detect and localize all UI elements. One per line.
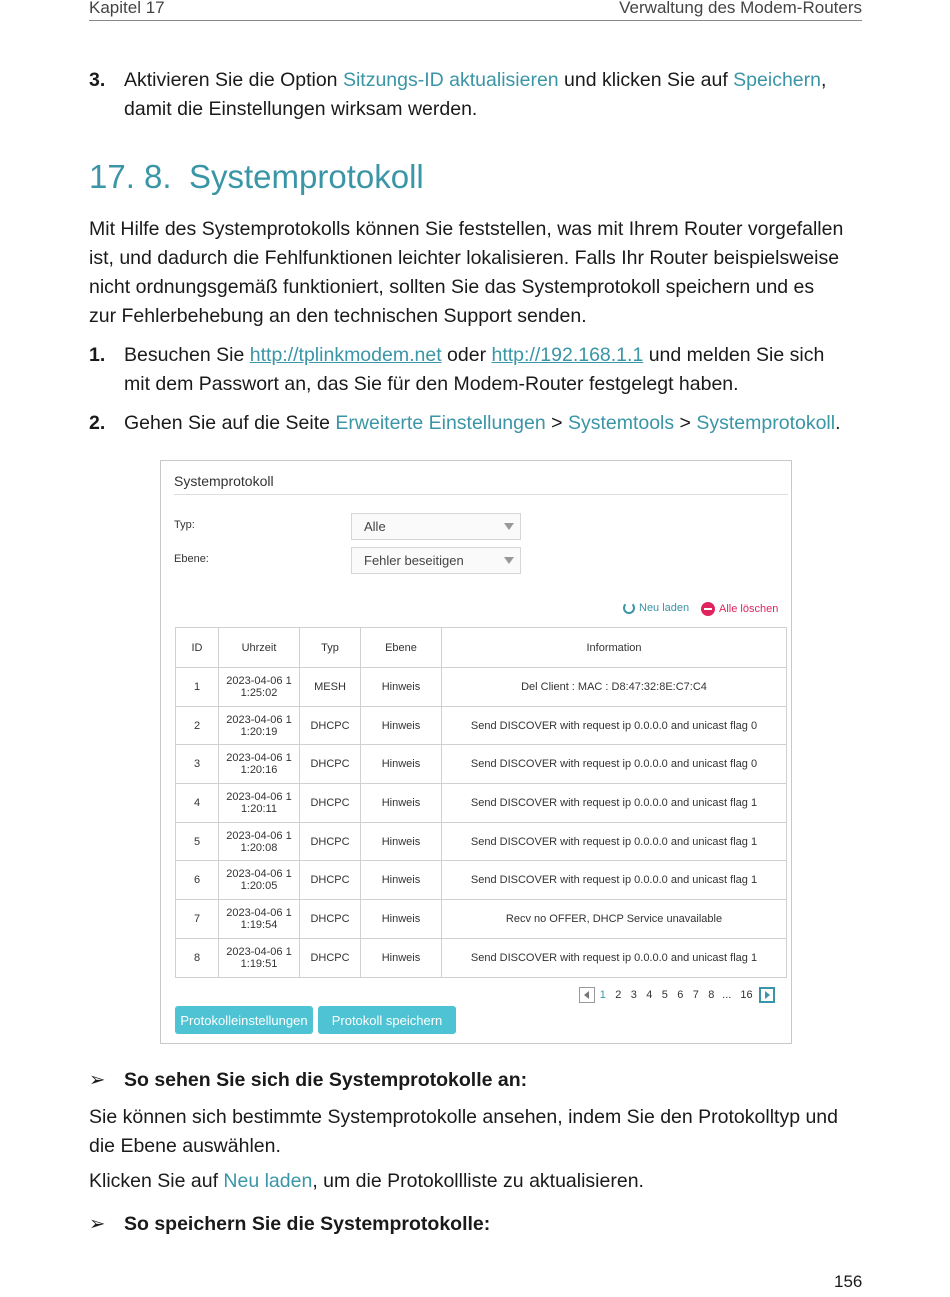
- delete-all-label: Alle löschen: [719, 603, 779, 615]
- table-row: [176, 822, 787, 861]
- cell-id: 3: [176, 745, 219, 784]
- howto-view-text: [89, 1103, 862, 1161]
- step-1: [89, 341, 862, 399]
- typ-select-value: Alle: [364, 519, 386, 534]
- cell-time: 2023-04-06 1 1:20:05: [219, 861, 300, 900]
- cell-id: 4: [176, 784, 219, 823]
- step-text: Gehen Sie auf die Seite: [124, 412, 336, 434]
- column-header-level: Ebene: [361, 628, 442, 668]
- cell-level: Hinweis: [361, 745, 442, 784]
- cell-id: 8: [176, 938, 219, 977]
- step-text: oder: [441, 344, 492, 366]
- cell-information: Send DISCOVER with request ip 0.0.0.0 and unicast flag 1: [442, 861, 787, 900]
- howto-save-title: So speichern Sie die Systemprotokolle:: [124, 1213, 491, 1235]
- ebene-label: Ebene:: [174, 553, 209, 565]
- ebene-select[interactable]: [351, 547, 521, 574]
- howto-save-heading: [89, 1212, 490, 1236]
- body-text: , um die Protokollliste zu aktualisieren.: [312, 1170, 644, 1192]
- table-row: [176, 745, 787, 784]
- cell-time: 2023-04-06 1 1:20:11: [219, 784, 300, 823]
- page-link-1[interactable]: 1: [599, 989, 606, 1001]
- step-text: ,: [820, 69, 827, 91]
- cell-type: DHCPC: [300, 822, 361, 861]
- howto-view-heading: [89, 1068, 527, 1092]
- cell-type: DHCPC: [300, 900, 361, 939]
- table-row: [176, 900, 787, 939]
- step-text: Aktivieren Sie die Option: [124, 69, 343, 91]
- header-divider: [89, 20, 862, 21]
- path-advanced: Erweiterte Einstellungen: [335, 412, 546, 434]
- section-title: Systemprotokoll: [189, 158, 424, 195]
- arrow-bullet-icon: ➢: [89, 1069, 106, 1091]
- cell-id: 5: [176, 822, 219, 861]
- body-line: Sie können sich bestimmte Systemprotokolle ansehen, indem Sie den Protokolltyp und: [89, 1106, 838, 1128]
- save-log-button[interactable]: Protokoll speichern: [318, 1006, 456, 1034]
- cell-id: 1: [176, 668, 219, 707]
- cell-information: Recv no OFFER, DHCP Service unavailable: [442, 900, 787, 939]
- refresh-icon: [623, 602, 635, 614]
- next-page-button[interactable]: [759, 987, 775, 1003]
- step-3: [89, 66, 862, 124]
- step-number: 3.: [89, 69, 106, 91]
- step-text: und melden Sie sich: [643, 344, 825, 366]
- prev-page-button[interactable]: [579, 987, 595, 1003]
- cell-information: Send DISCOVER with request ip 0.0.0.0 and unicast flag 1: [442, 784, 787, 823]
- delete-all-button[interactable]: [701, 602, 778, 616]
- cell-time: 2023-04-06 1 1:20:16: [219, 745, 300, 784]
- cell-information: Del Client : MAC : D8:47:32:8E:C7:C4: [442, 668, 787, 707]
- pagination: [579, 987, 775, 1003]
- page-link-16[interactable]: 16: [740, 989, 753, 1001]
- howto-view-reload-text: [89, 1167, 862, 1196]
- cell-information: Send DISCOVER with request ip 0.0.0.0 and unicast flag 1: [442, 822, 787, 861]
- intro-line: Mit Hilfe des Systemprotokolls können Sie feststellen, was mit Ihrem Router vorgefallen: [89, 218, 844, 240]
- cell-level: Hinweis: [361, 822, 442, 861]
- panel-divider: [174, 494, 788, 495]
- arrow-bullet-icon: ➢: [89, 1213, 106, 1235]
- column-header-information: Information: [442, 628, 787, 668]
- page-link-4[interactable]: 4: [646, 989, 653, 1001]
- body-line: die Ebene auswählen.: [89, 1135, 281, 1157]
- cell-type: DHCPC: [300, 861, 361, 900]
- cell-type: MESH: [300, 668, 361, 707]
- cell-time: 2023-04-06 1 1:19:54: [219, 900, 300, 939]
- system-log-screenshot: [160, 460, 792, 1044]
- url-tplinkmodem[interactable]: http://tplinkmodem.net: [249, 344, 442, 366]
- table-row: [176, 861, 787, 900]
- path-separator: >: [545, 412, 568, 434]
- column-header-id: ID: [176, 628, 219, 668]
- cell-level: Hinweis: [361, 784, 442, 823]
- table-row: [176, 706, 787, 745]
- cell-type: DHCPC: [300, 784, 361, 823]
- cell-information: Send DISCOVER with request ip 0.0.0.0 and unicast flag 0: [442, 745, 787, 784]
- chevron-right-icon: [765, 991, 770, 999]
- table-header-row: [176, 628, 787, 668]
- save-reference: Speichern: [733, 69, 821, 91]
- page-number: 156: [834, 1272, 863, 1291]
- page-link-8[interactable]: 8: [708, 989, 715, 1001]
- step-number: 1.: [89, 344, 106, 366]
- chevron-down-icon: [504, 557, 514, 564]
- reload-button[interactable]: [623, 602, 689, 614]
- cell-type: DHCPC: [300, 706, 361, 745]
- minus-circle-icon: [701, 602, 715, 616]
- cell-id: 6: [176, 861, 219, 900]
- column-header-type: Typ: [300, 628, 361, 668]
- option-session-id: Sitzungs-ID aktualisieren: [342, 69, 559, 91]
- cell-information: Send DISCOVER with request ip 0.0.0.0 and unicast flag 1: [442, 938, 787, 977]
- page-link-7[interactable]: 7: [692, 989, 699, 1001]
- step-text: mit dem Passwort an, das Sie für den Modem-Router festgelegt haben.: [124, 373, 739, 395]
- howto-view-title: So sehen Sie sich die Systemprotokolle an:: [124, 1069, 528, 1091]
- page-link-3[interactable]: 3: [630, 989, 637, 1001]
- table-row: [176, 784, 787, 823]
- step-text: .: [835, 412, 841, 434]
- cell-type: DHCPC: [300, 938, 361, 977]
- step-text: damit die Einstellungen wirksam werden.: [124, 98, 478, 120]
- typ-select[interactable]: [351, 513, 521, 540]
- running-header-chapter: Kapitel 17: [89, 0, 165, 17]
- log-settings-button[interactable]: Protokolleinstellungen: [175, 1006, 313, 1034]
- cell-level: Hinweis: [361, 706, 442, 745]
- cell-level: Hinweis: [361, 668, 442, 707]
- page-link-5[interactable]: 5: [661, 989, 668, 1001]
- panel-title: Systemprotokoll: [174, 473, 274, 489]
- path-separator: >: [674, 412, 697, 434]
- step-text: Besuchen Sie: [124, 344, 250, 366]
- cell-time: 2023-04-06 1 1:20:19: [219, 706, 300, 745]
- section-number: 17. 8.: [89, 158, 172, 195]
- table-row: [176, 938, 787, 977]
- cell-information: Send DISCOVER with request ip 0.0.0.0 and unicast flag 0: [442, 706, 787, 745]
- intro-line: ist, und dadurch die Fehlfunktionen leichter lokalisieren. Falls Ihr Router beispielsweise: [89, 247, 840, 269]
- step-text: und klicken Sie auf: [558, 69, 734, 91]
- path-systemtools: Systemtools: [567, 412, 675, 434]
- ebene-select-value: Fehler beseitigen: [364, 553, 464, 568]
- body-text: Klicken Sie auf: [89, 1170, 224, 1192]
- running-header-title: Verwaltung des Modem-Routers: [619, 0, 862, 17]
- page-link-2[interactable]: 2: [615, 989, 622, 1001]
- url-ip-address[interactable]: http://192.168.1.1: [491, 344, 644, 366]
- page-ellipsis: ...: [722, 989, 732, 1001]
- chevron-left-icon: [584, 991, 589, 999]
- column-header-time: Uhrzeit: [219, 628, 300, 668]
- step-2: [89, 409, 862, 438]
- typ-label: Typ:: [174, 519, 195, 531]
- intro-line: zur Fehlerbehebung an den technischen Support senden.: [89, 305, 587, 327]
- step-number: 2.: [89, 412, 106, 434]
- cell-type: DHCPC: [300, 745, 361, 784]
- cell-level: Hinweis: [361, 938, 442, 977]
- section-heading: [89, 158, 424, 196]
- intro-line: nicht ordnungsgemäß funktioniert, sollten Sie das Systemprotokoll speichern und es: [89, 276, 815, 298]
- path-systemprotokoll: Systemprotokoll: [696, 412, 836, 434]
- cell-level: Hinweis: [361, 900, 442, 939]
- chevron-down-icon: [504, 523, 514, 530]
- reload-label: Neu laden: [639, 602, 690, 614]
- log-table: [175, 627, 787, 978]
- reload-reference: Neu laden: [223, 1170, 313, 1192]
- cell-id: 7: [176, 900, 219, 939]
- cell-level: Hinweis: [361, 861, 442, 900]
- table-row: [176, 668, 787, 707]
- cell-time: 2023-04-06 1 1:25:02: [219, 668, 300, 707]
- cell-id: 2: [176, 706, 219, 745]
- intro-paragraph: [89, 215, 862, 331]
- page-link-6[interactable]: 6: [677, 989, 684, 1001]
- cell-time: 2023-04-06 1 1:19:51: [219, 938, 300, 977]
- cell-time: 2023-04-06 1 1:20:08: [219, 822, 300, 861]
